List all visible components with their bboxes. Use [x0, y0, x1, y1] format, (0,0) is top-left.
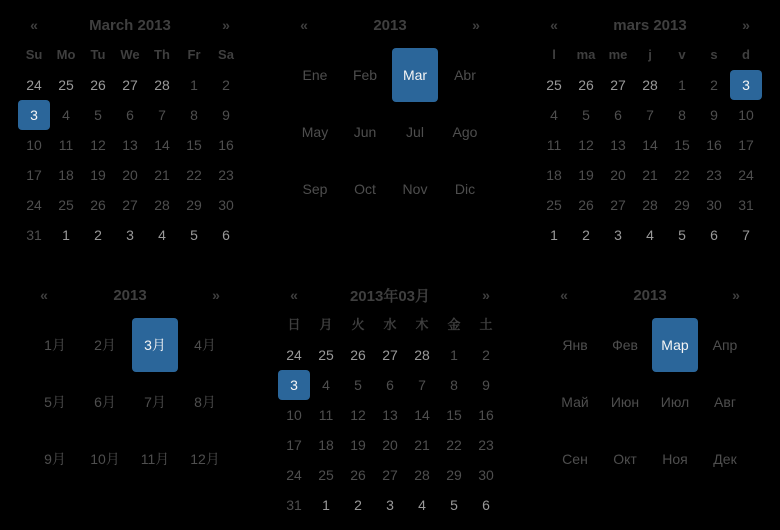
calendar-title[interactable]: 2013 [113, 286, 147, 304]
day-cell[interactable]: 19 [578, 167, 594, 183]
month-cell-selected[interactable]: Мар [652, 318, 698, 372]
day-cell[interactable]: 6 [222, 227, 230, 243]
day-of-week-label: 日 [287, 317, 301, 332]
day-cell[interactable]: 3 [126, 227, 134, 243]
day-cell[interactable]: 5 [582, 107, 590, 123]
day-cell[interactable]: 26 [90, 197, 106, 213]
calendar-slot-japanese [260, 270, 520, 530]
day-cell[interactable]: 20 [122, 167, 138, 183]
day-of-week-label: v [678, 47, 686, 62]
month-cell[interactable]: 2月 [94, 336, 116, 353]
calendar-header [550, 280, 750, 310]
day-cell[interactable]: 14 [642, 137, 658, 153]
day-cell[interactable]: 15 [674, 137, 690, 153]
day-of-week-row [538, 40, 762, 70]
day-cell[interactable]: 2 [482, 347, 490, 363]
calendar-title[interactable]: 2013年03月 [349, 287, 431, 305]
day-cell[interactable]: 4 [550, 107, 558, 123]
month-cell[interactable]: 1月 [44, 336, 66, 353]
day-cell[interactable]: 24 [286, 467, 302, 483]
next-year-button[interactable]: » [472, 17, 480, 33]
day-cell[interactable]: 27 [122, 197, 138, 213]
day-cell[interactable]: 31 [26, 227, 42, 243]
day-cell[interactable]: 20 [610, 167, 626, 183]
calendar-title[interactable]: 2013 [633, 286, 667, 304]
month-cell[interactable]: Ene [302, 66, 328, 83]
day-cell[interactable]: 1 [322, 497, 330, 513]
day-cell[interactable]: 29 [446, 467, 462, 483]
day-cell[interactable]: 2 [94, 227, 102, 243]
day-grid [278, 340, 502, 520]
day-grid [538, 70, 762, 250]
day-cell[interactable]: 2 [710, 77, 718, 93]
day-cell[interactable]: 22 [446, 437, 462, 453]
day-cell[interactable]: 5 [678, 227, 686, 243]
day-cell[interactable]: 26 [350, 347, 366, 363]
day-cell[interactable]: 24 [26, 77, 42, 93]
day-cell[interactable]: 6 [710, 227, 718, 243]
month-cell[interactable]: Июн [610, 393, 640, 410]
day-cell[interactable]: 7 [742, 227, 750, 243]
day-of-week-label: 土 [479, 317, 493, 332]
month-cell[interactable]: 5月 [44, 393, 66, 410]
day-cell[interactable]: 9 [222, 107, 230, 123]
day-cell[interactable]: 10 [738, 107, 754, 123]
day-cell[interactable]: 26 [578, 197, 594, 213]
day-cell[interactable]: 3 [386, 497, 394, 513]
month-cell[interactable]: 4月 [194, 336, 216, 353]
day-cell[interactable]: 17 [26, 167, 42, 183]
month-cell[interactable]: Дек [713, 450, 737, 467]
day-cell[interactable]: 31 [286, 497, 302, 513]
day-cell[interactable]: 4 [322, 377, 330, 393]
day-cell[interactable]: 23 [218, 167, 234, 183]
day-cell[interactable]: 12 [578, 137, 594, 153]
day-cell[interactable]: 21 [414, 437, 430, 453]
day-cell[interactable]: 7 [158, 107, 166, 123]
day-cell[interactable]: 14 [414, 407, 430, 423]
day-cell[interactable]: 21 [154, 167, 170, 183]
day-cell[interactable]: 1 [450, 347, 458, 363]
day-cell[interactable]: 28 [642, 197, 658, 213]
day-cell[interactable]: 2 [222, 77, 230, 93]
day-cell[interactable]: 25 [58, 197, 74, 213]
day-cell[interactable]: 5 [354, 377, 362, 393]
day-cell[interactable]: 2 [354, 497, 362, 513]
day-cell[interactable]: 8 [190, 107, 198, 123]
day-cell[interactable]: 22 [674, 167, 690, 183]
prev-month-button[interactable]: « [30, 17, 38, 33]
day-of-week-label: l [552, 47, 556, 62]
calendar-slot-cjk [0, 270, 260, 530]
prev-year-button[interactable]: « [560, 287, 568, 303]
day-cell[interactable]: 4 [418, 497, 426, 513]
day-cell[interactable]: 25 [318, 467, 334, 483]
day-cell[interactable]: 4 [158, 227, 166, 243]
day-cell[interactable]: 1 [62, 227, 70, 243]
calendar-slot-spanish [260, 0, 520, 270]
calendar-title[interactable]: March 2013 [89, 16, 171, 34]
day-cell[interactable]: 30 [478, 467, 494, 483]
day-cell[interactable]: 31 [738, 197, 754, 213]
calendar-french-days [538, 10, 762, 250]
day-of-week-label: 水 [383, 317, 397, 332]
day-grid [18, 70, 242, 250]
day-cell[interactable]: 5 [190, 227, 198, 243]
prev-month-button[interactable]: « [550, 17, 558, 33]
month-cell[interactable]: Dic [454, 180, 476, 197]
calendar-header [30, 280, 230, 310]
month-grid [550, 316, 750, 487]
month-cell[interactable]: Окт [613, 450, 637, 467]
month-cell[interactable]: 9月 [44, 450, 66, 467]
day-cell[interactable]: 8 [678, 107, 686, 123]
day-cell-selected[interactable]: 3 [278, 370, 310, 400]
month-cell[interactable]: Янв [562, 336, 588, 353]
day-cell[interactable]: 11 [318, 407, 334, 423]
month-cell[interactable]: 12月 [190, 450, 220, 467]
day-cell[interactable]: 2 [582, 227, 590, 243]
day-of-week-row [18, 40, 242, 70]
day-cell[interactable]: 23 [478, 437, 494, 453]
day-cell[interactable]: 27 [610, 197, 626, 213]
month-cell[interactable]: Июл [660, 393, 690, 410]
day-cell-selected[interactable]: 3 [18, 100, 50, 130]
day-cell[interactable]: 9 [482, 377, 490, 393]
calendar-slot-russian [520, 270, 780, 530]
day-of-week-label: j [648, 47, 652, 62]
month-grid [290, 46, 490, 217]
month-cell[interactable]: 8月 [194, 393, 216, 410]
day-cell[interactable]: 12 [90, 137, 106, 153]
day-cell[interactable]: 7 [646, 107, 654, 123]
next-month-button[interactable]: » [742, 17, 750, 33]
day-cell-selected[interactable]: 3 [730, 70, 762, 100]
day-cell[interactable]: 23 [706, 167, 722, 183]
month-grid [30, 316, 230, 487]
calendar-header [18, 10, 242, 40]
day-cell[interactable]: 10 [26, 137, 42, 153]
prev-year-button[interactable]: « [40, 287, 48, 303]
prev-month-button[interactable]: « [290, 287, 298, 303]
day-cell[interactable]: 18 [58, 167, 74, 183]
day-cell[interactable]: 8 [450, 377, 458, 393]
day-cell[interactable]: 13 [382, 407, 398, 423]
day-cell[interactable]: 1 [550, 227, 558, 243]
calendar-slot-english [0, 0, 260, 270]
calendar-slot-french [520, 0, 780, 270]
day-cell[interactable]: 13 [610, 137, 626, 153]
day-cell[interactable]: 6 [614, 107, 622, 123]
day-of-week-label: Th [154, 47, 170, 62]
month-cell[interactable]: Фев [612, 336, 638, 353]
month-cell[interactable]: Май [561, 393, 589, 410]
day-of-week-label: Mo [56, 47, 76, 62]
next-year-button[interactable]: » [732, 287, 740, 303]
day-cell[interactable]: 22 [186, 167, 202, 183]
calendar-header [278, 280, 502, 310]
day-of-week-label: Su [25, 47, 43, 62]
day-of-week-label: s [710, 47, 718, 62]
day-cell[interactable]: 25 [318, 347, 334, 363]
month-cell[interactable]: 7月 [144, 393, 166, 410]
day-cell[interactable]: 27 [122, 77, 138, 93]
day-cell[interactable]: 6 [386, 377, 394, 393]
day-cell[interactable]: 15 [186, 137, 202, 153]
day-cell[interactable]: 10 [286, 407, 302, 423]
day-cell[interactable]: 1 [190, 77, 198, 93]
day-cell[interactable]: 21 [642, 167, 658, 183]
month-cell[interactable]: Сен [562, 450, 588, 467]
day-cell[interactable]: 25 [546, 77, 562, 93]
day-cell[interactable]: 13 [122, 137, 138, 153]
day-cell[interactable]: 11 [546, 137, 562, 153]
day-cell[interactable]: 3 [614, 227, 622, 243]
day-cell[interactable]: 29 [186, 197, 202, 213]
day-cell[interactable]: 24 [286, 347, 302, 363]
day-cell[interactable]: 17 [286, 437, 302, 453]
day-cell[interactable]: 15 [446, 407, 462, 423]
day-cell[interactable]: 28 [414, 467, 430, 483]
next-month-button[interactable]: » [222, 17, 230, 33]
calendar-header [538, 10, 762, 40]
day-cell[interactable]: 16 [478, 407, 494, 423]
day-cell[interactable]: 19 [350, 437, 366, 453]
month-cell[interactable]: Jul [406, 123, 424, 140]
day-cell[interactable]: 16 [218, 137, 234, 153]
month-cell[interactable]: 6月 [94, 393, 116, 410]
calendar-title[interactable]: mars 2013 [613, 16, 687, 34]
day-of-week-label: Tu [90, 47, 106, 62]
day-cell[interactable]: 18 [546, 167, 562, 183]
day-cell[interactable]: 26 [90, 77, 106, 93]
month-cell[interactable]: Апр [712, 336, 738, 353]
day-of-week-label: 金 [447, 317, 461, 332]
month-cell-selected[interactable]: 3月 [132, 318, 178, 372]
day-cell[interactable]: 25 [58, 77, 74, 93]
calendar-english-days [18, 10, 242, 250]
day-of-week-label: 木 [415, 317, 429, 332]
day-cell[interactable]: 18 [318, 437, 334, 453]
day-cell[interactable]: 24 [26, 197, 42, 213]
calendar-cjk-months [30, 280, 230, 487]
day-cell[interactable]: 26 [350, 467, 366, 483]
day-of-week-label: We [120, 47, 140, 62]
day-cell[interactable]: 4 [646, 227, 654, 243]
calendar-header [290, 10, 490, 40]
month-cell[interactable]: May [301, 123, 329, 140]
day-cell[interactable]: 28 [154, 77, 170, 93]
day-of-week-label: 月 [319, 317, 333, 332]
prev-year-button[interactable]: « [300, 17, 308, 33]
day-of-week-label: me [608, 47, 628, 62]
day-cell[interactable]: 28 [642, 77, 658, 93]
day-cell[interactable]: 20 [382, 437, 398, 453]
calendar-japanese-days [278, 280, 502, 520]
day-cell[interactable]: 7 [418, 377, 426, 393]
day-of-week-label: 火 [351, 317, 365, 332]
day-cell[interactable]: 9 [710, 107, 718, 123]
month-cell[interactable]: 11月 [140, 450, 170, 467]
day-cell[interactable]: 12 [350, 407, 366, 423]
month-cell[interactable]: Abr [454, 66, 476, 83]
day-cell[interactable]: 11 [58, 137, 74, 153]
day-cell[interactable]: 1 [678, 77, 686, 93]
day-cell[interactable]: 30 [218, 197, 234, 213]
month-cell-selected[interactable]: Mar [392, 48, 438, 102]
day-cell[interactable]: 26 [578, 77, 594, 93]
next-year-button[interactable]: » [212, 287, 220, 303]
day-cell[interactable]: 16 [706, 137, 722, 153]
month-cell[interactable]: Sep [302, 180, 328, 197]
month-cell[interactable]: Ago [452, 123, 478, 140]
month-cell[interactable]: Oct [354, 180, 376, 197]
day-cell[interactable]: 6 [126, 107, 134, 123]
calendar-russian-months [550, 280, 750, 487]
day-cell[interactable]: 24 [738, 167, 754, 183]
day-cell[interactable]: 28 [414, 347, 430, 363]
month-cell[interactable]: Nov [402, 180, 428, 197]
month-cell[interactable]: 10月 [90, 450, 120, 467]
day-cell[interactable]: 5 [450, 497, 458, 513]
day-cell[interactable]: 25 [546, 197, 562, 213]
day-cell[interactable]: 27 [610, 77, 626, 93]
day-cell[interactable]: 4 [62, 107, 70, 123]
month-cell[interactable]: Авг [714, 393, 736, 410]
day-cell[interactable]: 28 [154, 197, 170, 213]
day-cell[interactable]: 5 [94, 107, 102, 123]
day-of-week-row [278, 310, 502, 340]
day-of-week-label: Fr [187, 47, 201, 62]
day-of-week-label: d [742, 47, 750, 62]
calendar-spanish-months [290, 10, 490, 217]
day-cell[interactable]: 27 [382, 347, 398, 363]
next-month-button[interactable]: » [482, 287, 490, 303]
month-cell[interactable]: Feb [352, 66, 378, 83]
month-cell[interactable]: Jun [353, 123, 377, 140]
calendar-title[interactable]: 2013 [373, 16, 407, 34]
day-cell[interactable]: 30 [706, 197, 722, 213]
day-cell[interactable]: 29 [674, 197, 690, 213]
day-cell[interactable]: 19 [90, 167, 106, 183]
day-cell[interactable]: 17 [738, 137, 754, 153]
day-cell[interactable]: 14 [154, 137, 170, 153]
month-cell[interactable]: Ноя [662, 450, 688, 467]
day-cell[interactable]: 6 [482, 497, 490, 513]
day-of-week-label: ma [576, 47, 596, 62]
day-of-week-label: Sa [218, 47, 234, 62]
day-cell[interactable]: 27 [382, 467, 398, 483]
